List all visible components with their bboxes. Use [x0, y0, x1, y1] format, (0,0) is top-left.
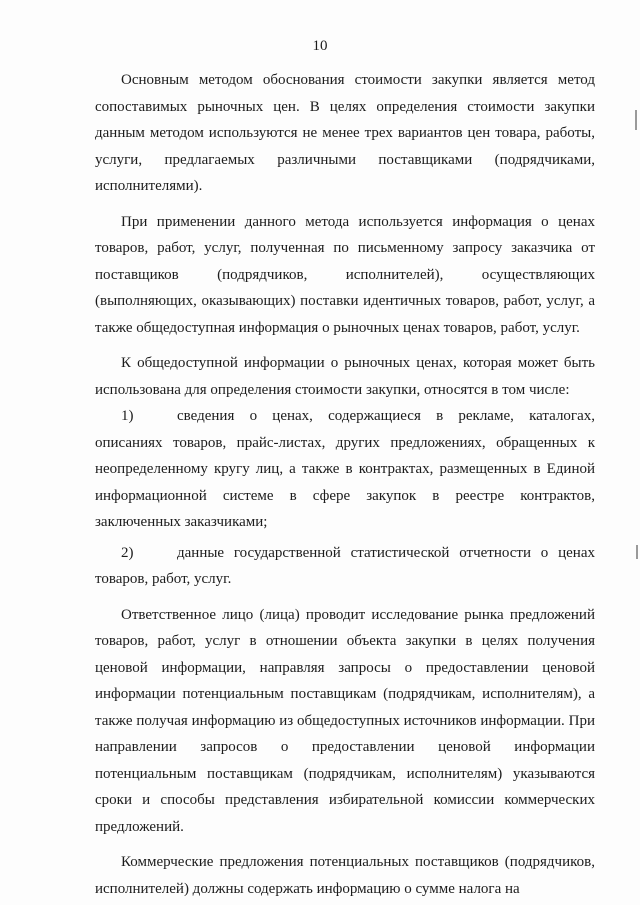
scan-edge-mark	[636, 545, 638, 559]
paragraph-market-research: Ответственное лицо (лица) проводит исследование рынка предложений товаров, работ, услуг в отношении объекта закупки в целях получения ценовой информации, направляя запросы о предоставлении ценовой информации потенциальным поставщикам (подрядчикам, исполнителям), а также получая информацию из общедоступных источников информации. При направлении запросов о предоставлении ценовой информации потенциальным поставщикам (подрядчикам, исполнителям) указываются сроки и способы представления избирательной комиссии коммерческих предложений.	[95, 606, 595, 835]
page-number: 10	[312, 38, 328, 54]
scan-edge-mark	[635, 110, 637, 130]
document-body	[95, 67, 595, 902]
list-item-text: данные государственной статистической отчетности о ценах товаров, работ, услуг.	[95, 544, 595, 587]
list-item	[95, 540, 595, 593]
paragraph-method: Основным методом обоснования стоимости закупки является метод сопоставимых рыночных цен. В целях определения стоимости закупки данным методом используются не менее трех вариантов цен товара, работы, услуги, предлагаемых различными поставщиками (подрядчиками, исполнителями).	[95, 72, 595, 194]
paragraph-commercial-offers: Коммерческие предложения потенциальных поставщиков (подрядчиков, исполнителей) должны содержать информацию о сумме налога на	[95, 854, 595, 897]
list-item-text: сведения о ценах, содержащиеся в рекламе, каталогах, описаниях товаров, прайс-листах, других предложениях, обращенных к неопределенному кругу лиц, а также в контрактах, размещенных в Единой информационной системе в сфере закупок в реестре контрактов, заключенных заказчиками;	[95, 408, 595, 530]
list-item	[95, 403, 595, 536]
paragraph-method-application: При применении данного метода используется информация о ценах товаров, работ, услуг, полученная по письменному запросу заказчика от поставщиков (подрядчиков, исполнителей), осуществляющих (выполняющих, оказывающих) поставки идентичных товаров, работ, услуг, а также общедоступная информация о рыночных ценах товаров, работ, услуг.	[95, 213, 595, 336]
list-item-number: 2)	[121, 544, 134, 561]
list-item-number: 1)	[121, 408, 134, 424]
paragraph-public-info: К общедоступной информации о рыночных ценах, которая может быть использована для определения стоимости закупки, относятся в том числе:	[95, 355, 595, 398]
